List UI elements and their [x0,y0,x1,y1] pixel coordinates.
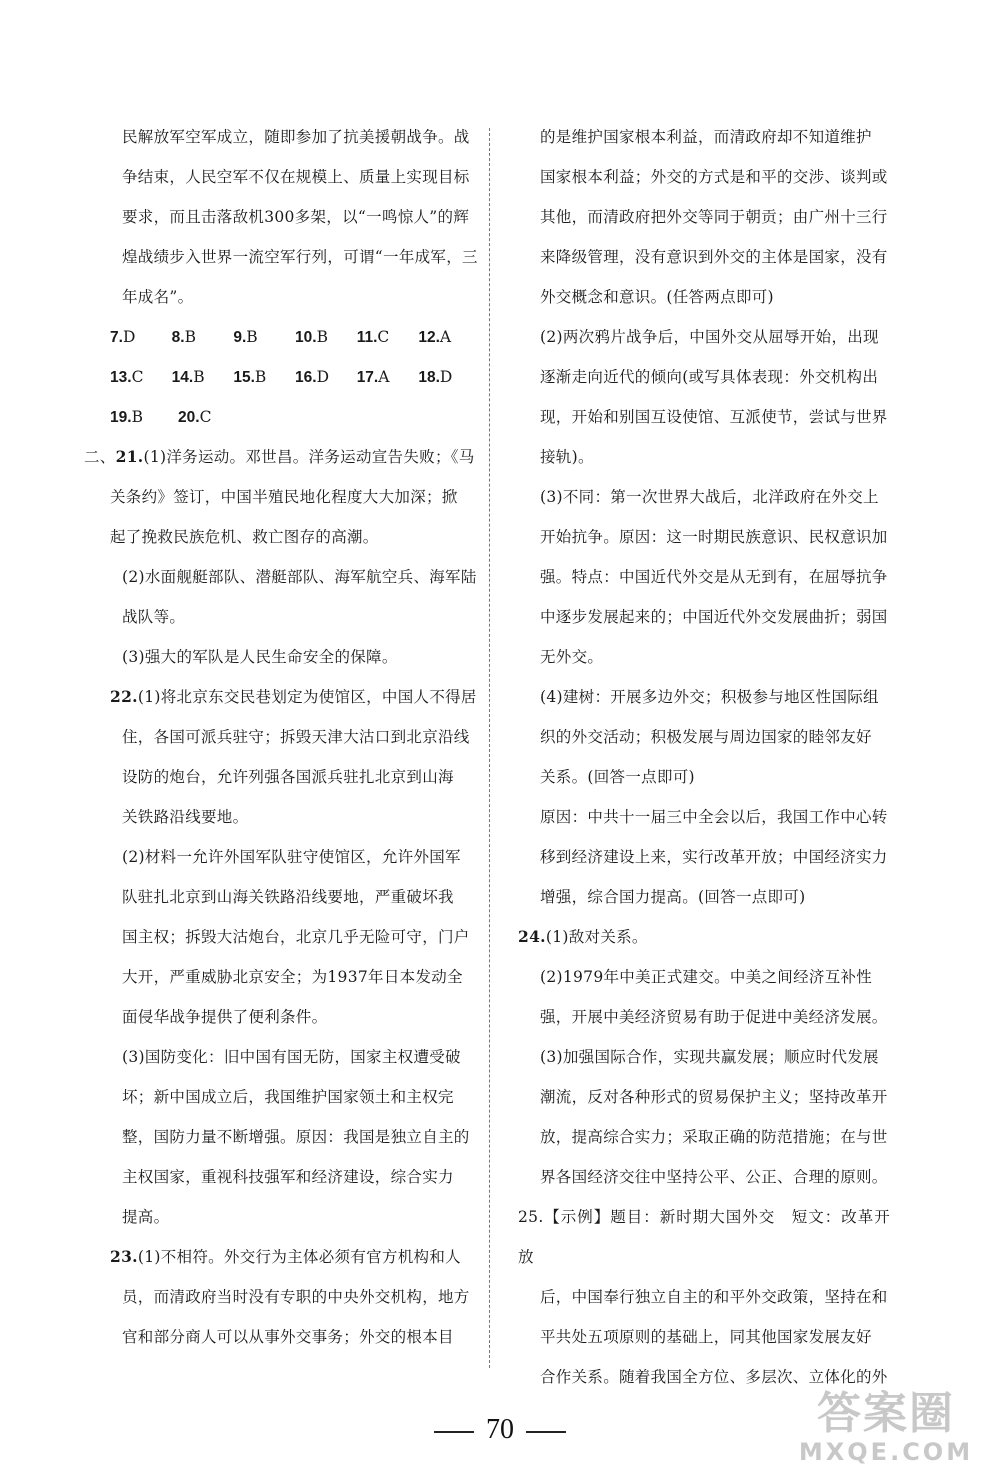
footer-dash-right [526,1431,566,1433]
mc-item: 15.B [233,368,267,386]
text-line: 合作关系。随着我国全方位、多层次、立体化的外 [540,1368,888,1386]
text-line: 员，而清政府当时没有专职的中央外交机构，地方 [122,1288,470,1306]
text-line: 住，各国可派兵驻守；拆毁天津大沽口到北京沿线 [122,728,470,746]
watermark-text-cn: 答案圈 [817,1388,955,1439]
text-line: 外交概念和意识。(任答两点即可) [540,288,774,306]
text-line: 原因：中共十一届三中全会以后，我国工作中心转 [540,808,888,826]
text-line: 战队等。 [122,608,186,626]
mc-item: 20.C [178,408,212,426]
text-line: 官和部分商人可以从事外交事务；外交的根本目 [122,1328,454,1346]
watermark-logo [786,1388,986,1476]
text-line: 23.(1)不相符。外交行为主体必须有官方机构和人 [110,1247,461,1266]
mc-item: 14.B [171,368,205,386]
text-line: 主权国家，重视科技强军和经济建设，综合实力 [122,1168,454,1186]
text-line: 年成名”。 [122,288,194,306]
text-line: 接轨)。 [540,448,594,466]
text-line: 移到经济建设上来，实行改革开放；中国经济实力 [540,848,888,866]
text-line: 放，提高综合实力；采取正确的防范措施；在与世 [540,1128,888,1146]
text-line: 关条约》签订，中国半殖民地化程度大大加深；掀 [110,488,458,506]
footer-dash-left [434,1431,474,1433]
mc-item: 19.B [110,408,143,426]
text-line: 其他，而清政府把外交等同于朝贡；由广州十三行 [540,208,888,226]
text-line: 二、21.(1)洋务运动。邓世昌。洋务运动宣告失败；《马 [84,447,475,466]
question-number: 23. [110,1247,138,1266]
page-number: 70 [486,1414,514,1445]
text-line: 关铁路沿线要地。 [122,808,249,826]
mc-item: 7.D [110,328,136,346]
watermark-text-en: MXQE.COM [798,1438,974,1466]
text-line: (2)材料一允许外国军队驻守使馆区，允许外国军 [122,848,461,866]
q20-continuation [88,117,480,317]
text-line: 设防的炮台，允许列强各国派兵驻扎北京到山海 [122,768,454,786]
question-22 [88,677,480,1237]
question-number: 21. [115,447,144,466]
question-number: 24. [518,927,546,946]
multiple-choice-answers [88,317,480,437]
text-line: (2)两次鸦片战争后，中国外交从屈辱开始，出现 [540,328,879,346]
text-line: 中逐步发展起来的；中国近代外交发展曲折；弱国 [540,608,888,626]
text-line: (3)不同：第一次世界大战后，北洋政府在外交上 [540,488,879,506]
text-line: 提高。 [122,1208,170,1226]
question-number: 25. [518,1208,544,1226]
text-line: 后，中国奉行独立自主的和平外交政策，坚持在和 [540,1288,888,1306]
question-number: 22. [110,687,138,706]
mc-item: 10.B [295,328,328,346]
left-column [84,117,480,1357]
question-21 [84,437,480,677]
text-line: (3)国防变化：旧中国有国无防，国家主权遭受破 [122,1048,461,1066]
mc-item: 11.C [356,328,390,346]
mc-row [88,397,480,437]
text-line: 25.【示例】题目：新时期大国外交 短文：改革开放 [518,1208,890,1266]
text-line: 织的外交活动；积极发展与周边国家的睦邻友好 [540,728,872,746]
text-line: 强，开展中美经济贸易有助于促进中美经济发展。 [540,1008,888,1026]
text-line: 面侵华战争提供了便利条件。 [122,1008,328,1026]
text-line: 民解放军空军成立，随即参加了抗美援朝战争。战 [122,128,470,146]
text-line: 界各国经济交往中坚持公平、公正、合理的原则。 [540,1168,888,1186]
mc-row [88,317,480,357]
mc-item: 13.C [110,368,144,386]
column-divider [489,128,490,1368]
mc-item: 8.B [171,328,196,346]
text-line: 坏；新中国成立后，我国维护国家领土和主权完 [122,1088,454,1106]
text-line: (2)1979年中美正式建交。中美之间经济互补性 [540,968,873,986]
question-24 [518,917,890,1197]
text-line: 的是维护国家根本利益，而清政府却不知道维护 [540,128,872,146]
mc-item: 9.B [233,328,258,346]
text-line: 要求，而且击落敌机300多架，以“一鸣惊人”的辉 [122,208,470,226]
mc-item: 16.D [295,368,330,386]
text-line: 国主权；拆毁大沽炮台，北京几乎无险可守，门户 [122,928,470,946]
text-line: 强。特点：中国近代外交是从无到有，在屈辱抗争 [540,568,888,586]
section-marker: 二、 [84,448,116,466]
right-column [518,117,890,1397]
text-line: 潮流，反对各种形式的贸易保护主义；坚持改革开 [540,1088,888,1106]
question-25 [518,1197,890,1397]
text-line: 逐渐走向近代的倾向(或写具体表现：外交机构出 [540,368,879,386]
text-line: 24.(1)敌对关系。 [518,927,648,946]
text-line: 煌战绩步入世界一流空军行列，可谓“一年成军，三 [122,248,478,266]
text-line: (4)建树：开展多边外交；积极参与地区性国际组 [540,688,879,706]
text-line: 增强，综合国力提高。(回答一点即可) [540,888,806,906]
mc-item: 12.A [418,328,452,346]
text-line: (2)水面舰艇部队、潜艇部队、海军航空兵、海军陆 [122,568,477,586]
mc-row [88,357,480,397]
text-line: 22.(1)将北京东交民巷划定为使馆区，中国人不得居 [110,687,477,706]
text-line: 大开，严重威胁北京安全；为1937年日本发动全 [122,968,463,986]
text-line: 起了挽救民族危机、救亡图存的高潮。 [110,528,379,546]
text-line: 现，开始和别国互设使馆、互派使节，尝试与世界 [540,408,888,426]
text-line: 整，国防力量不断增强。原因：我国是独立自主的 [122,1128,470,1146]
text-line: (3)加强国际合作，实现共赢发展；顺应时代发展 [540,1048,879,1066]
text-line: 平共处五项原则的基础上，同其他国家发展友好 [540,1328,872,1346]
text-line: 国家根本利益；外交的方式是和平的交涉、谈判或 [540,168,888,186]
text-line: 开始抗争。原因：这一时期民族意识、民权意识加 [540,528,888,546]
text-line: 无外交。 [540,648,604,666]
text-line: (3)强大的军队是人民生命安全的保障。 [122,648,398,666]
q23-continuation [518,117,890,917]
text-line: 关系。(回答一点即可) [540,768,695,786]
mc-item: 17.A [356,368,390,386]
text-line: 争结束，人民空军不仅在规模上、质量上实现目标 [122,168,470,186]
question-23 [88,1237,480,1357]
text-line: 来降级管理，没有意识到外交的主体是国家，没有 [540,248,888,266]
mc-item: 18.D [418,368,453,386]
text-line: 队驻扎北京到山海关铁路沿线要地，严重破坏我 [122,888,454,906]
